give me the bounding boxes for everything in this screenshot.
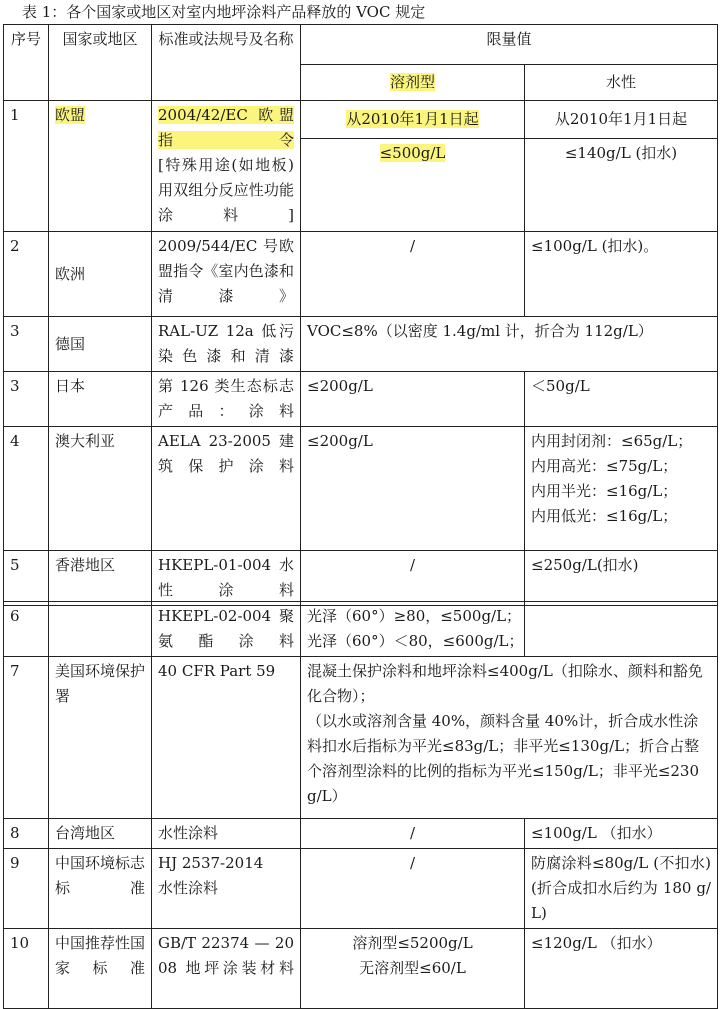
row-country: 日本 <box>49 372 152 427</box>
row-water <box>525 602 718 657</box>
row-standard: GB/T 22374 — 2008 地坪涂装材料 <box>152 929 301 1009</box>
header-country: 国家或地区 <box>49 25 152 101</box>
table-row <box>4 317 718 372</box>
row-water-date: 从2010年1月1日起 <box>525 101 718 139</box>
row-solvent: / <box>301 849 525 929</box>
row-water: ≤250g/L(扣水) <box>525 551 718 606</box>
row-no: 5 <box>4 551 49 606</box>
row-country: 香港地区 <box>49 551 152 606</box>
row-solvent-date: 从2010年1月1日起 <box>346 110 479 128</box>
header-limit: 限量值 <box>301 25 718 65</box>
row-no: 1 <box>4 101 49 232</box>
row-standard: 2004/42/EC 欧盟指令 [特殊用途(如地板)用双组分反应性功能涂料] <box>152 101 301 232</box>
voc-table-part-1 <box>3 24 718 606</box>
row-no: 4 <box>4 427 49 551</box>
row-water: ≤120g/L （扣水） <box>525 929 718 1009</box>
row-water: ≤100g/L （扣水） <box>525 819 718 849</box>
row-solvent: ≤500g/L <box>379 144 446 162</box>
table-row <box>4 657 718 819</box>
row-country <box>49 602 152 657</box>
row-water: 防腐涂料≤80g/L (不扣水)(折合成扣水后约为 180 g/L) <box>525 849 718 929</box>
row-combined: 混凝土保护涂料和地坪涂料≤400g/L（扣除水、颜料和豁免化合物）； （以水或溶剂含量 40%，颜料含量 40%计，折合成水性涂料扣水后指标为平光≤83g/L；非平光≤130g/L；折合占整个溶剂型涂料的比例的指标为平光≤150g/L；非平光≤230g/L） <box>301 657 718 819</box>
row-water: ≤140g/L (扣水) <box>525 139 718 232</box>
row-standard: HKEPL-02-004 聚氨酯涂料 <box>152 602 301 657</box>
row-no: 7 <box>4 657 49 819</box>
row-country: 台湾地区 <box>49 819 152 849</box>
row-standard: 水性涂料 <box>152 819 301 849</box>
row-no: 9 <box>4 849 49 929</box>
row-solvent: 光泽（60°）≥80，≤500g/L； 光泽（60°）＜80，≤600g/L； <box>301 602 525 657</box>
table-caption: 表 1：各个国家或地区对室内地坪涂料产品释放的 VOC 规定 <box>22 3 426 21</box>
table-row <box>4 427 718 551</box>
row-standard: AELA 23-2005 建筑保护涂料 <box>152 427 301 551</box>
row-country: 欧洲 <box>49 232 152 317</box>
table-row <box>4 602 718 657</box>
row-no: 6 <box>4 602 49 657</box>
row-country: 澳大利亚 <box>49 427 152 551</box>
row-solvent: ≤200g/L <box>301 427 525 551</box>
header-solvent: 溶剂型 <box>389 73 435 91</box>
table-row <box>4 929 718 1009</box>
row-water: ＜50g/L <box>525 372 718 427</box>
row-solvent: ≤200g/L <box>301 372 525 427</box>
table-row <box>4 101 718 139</box>
row-standard: HJ 2537-2014 水性涂料 <box>152 849 301 929</box>
row-country: 中国环境标志标准 <box>49 849 152 929</box>
header-water: 水性 <box>525 65 718 101</box>
row-standard: 40 CFR Part 59 <box>152 657 301 819</box>
row-solvent: 溶剂型≤5200g/L 无溶剂型≤60/L <box>301 929 525 1009</box>
row-solvent: / <box>301 232 525 317</box>
row-country: 美国环境保护署 <box>49 657 152 819</box>
table-row <box>4 849 718 929</box>
table-row <box>4 819 718 849</box>
row-solvent: / <box>301 819 525 849</box>
row-standard: 第 126 类生态标志产品：涂料 <box>152 372 301 427</box>
row-water: ≤100g/L (扣水)。 <box>525 232 718 317</box>
table-row <box>4 232 718 317</box>
row-country: 德国 <box>49 317 152 372</box>
row-no: 8 <box>4 819 49 849</box>
row-no: 10 <box>4 929 49 1009</box>
row-combined: VOC≤8%（以密度 1.4g/ml 计，折合为 112g/L） <box>301 317 718 372</box>
row-standard: 2009/544/EC 号欧盟指令《室内色漆和清漆》 <box>152 232 301 317</box>
table-row <box>4 551 718 606</box>
header-standard: 标准或法规号及名称 <box>152 25 301 101</box>
row-standard: RAL-UZ 12a 低污染色漆和清漆 <box>152 317 301 372</box>
row-standard: HKEPL-01-004 水性涂料 <box>152 551 301 606</box>
row-no: 3 <box>4 317 49 372</box>
voc-table-part-2 <box>3 601 718 1009</box>
header-no: 序号 <box>4 25 49 101</box>
row-country: 中国推荐性国家标准 <box>49 929 152 1009</box>
row-no: 3 <box>4 372 49 427</box>
table-row <box>4 372 718 427</box>
row-country: 欧盟 <box>55 106 86 124</box>
row-solvent: / <box>301 551 525 606</box>
row-no: 2 <box>4 232 49 317</box>
row-water: 内用封闭剂：≤65g/L； 内用高光：≤75g/L； 内用半光：≤16g/L； 内用低光：≤16g/L； <box>525 427 718 551</box>
